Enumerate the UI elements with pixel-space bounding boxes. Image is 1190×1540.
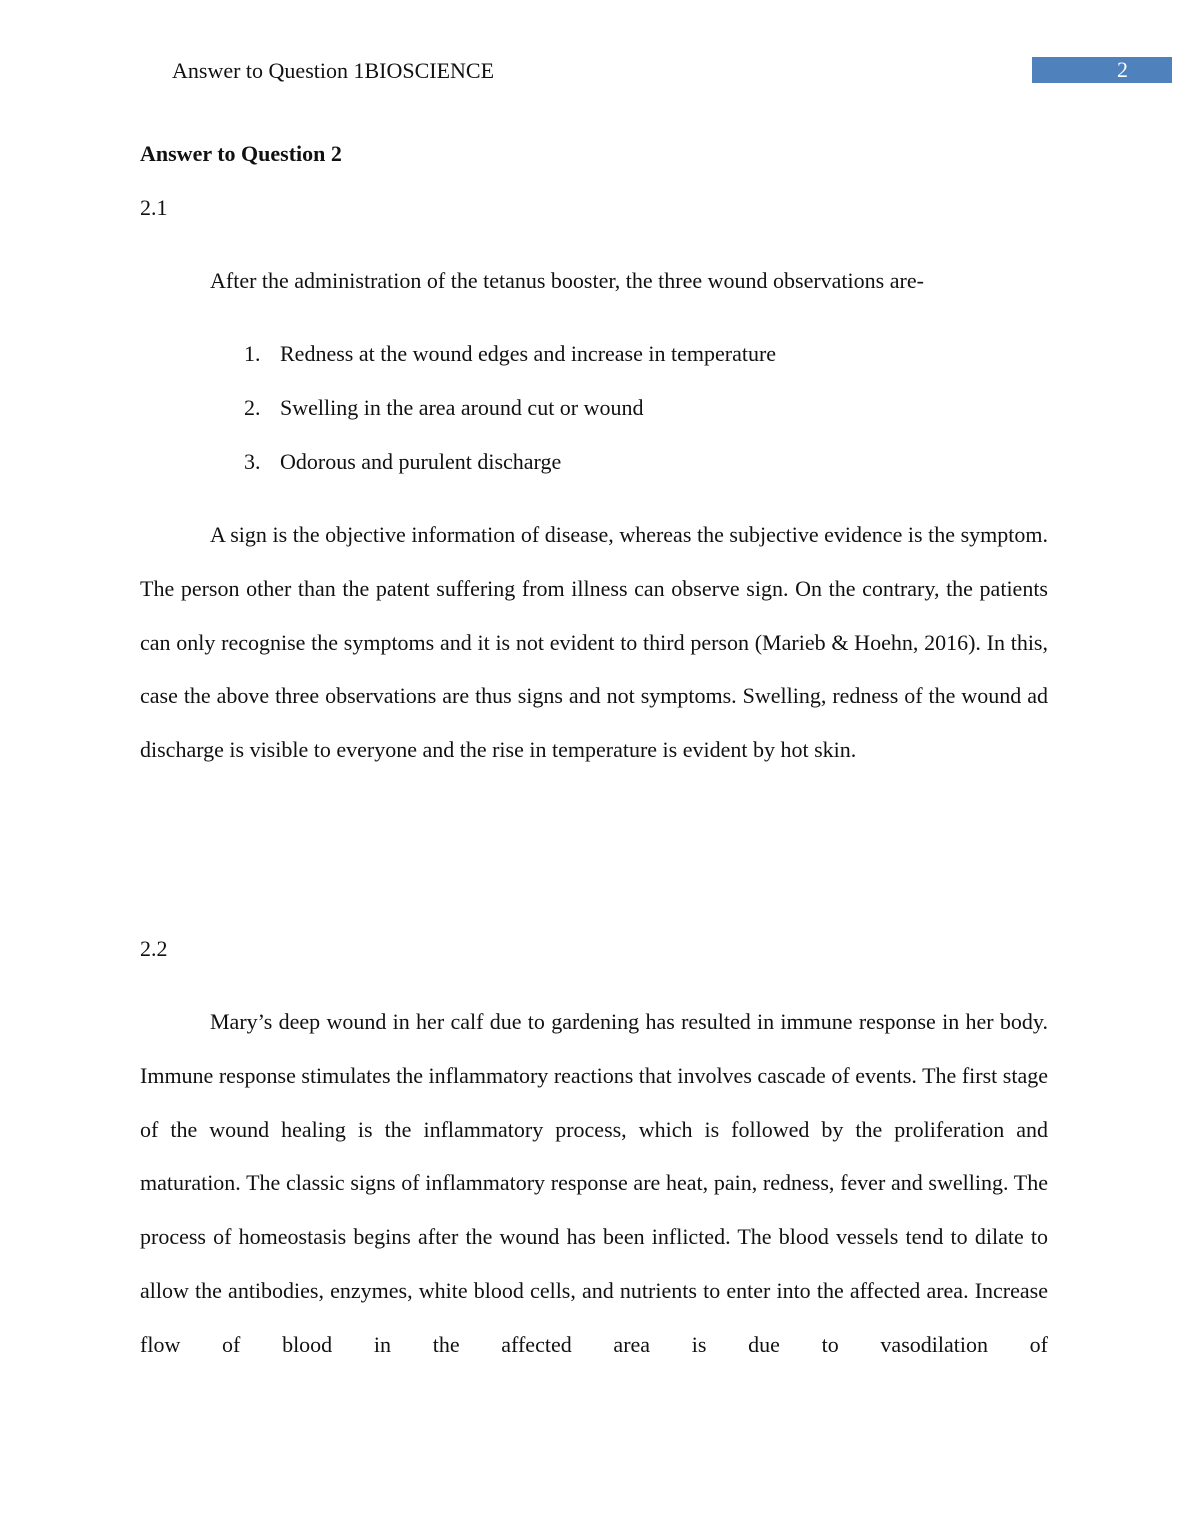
- list-text: Odorous and purulent discharge: [280, 449, 562, 474]
- section-heading: Answer to Question 2: [140, 141, 342, 166]
- running-header-title: Answer to Question 1BIOSCIENCE: [172, 58, 495, 83]
- subsection-label-2-1: 2.1: [140, 195, 168, 220]
- list-text: Swelling in the area around cut or wound: [280, 395, 644, 420]
- page-number: 2: [1117, 57, 1128, 82]
- list-text: Redness at the wound edges and increase in temperature: [280, 341, 777, 366]
- observations-intro: After the administration of the tetanus booster, the three wound observations are-: [210, 268, 924, 293]
- subsection-label-2-2: 2.2: [140, 936, 168, 961]
- observation-list-item: [244, 393, 644, 423]
- observation-list-item: [244, 339, 776, 369]
- list-number: 1.: [244, 341, 261, 366]
- list-number: 3.: [244, 449, 261, 474]
- page-number-bar: [1032, 57, 1172, 83]
- list-number: 2.: [244, 395, 261, 420]
- observation-list-item: [244, 447, 561, 477]
- signs-vs-symptoms-paragraph: A sign is the objective information of disease, whereas the subjective evidence is the symptom. The person other than the patent suffering from illness can observe sign. On the contrary, the patients can only recognise the symptoms and it is not evident to third person (Marieb & Hoehn, 2016). In this, case the above three observations are thus signs and not symptoms. Swelling, redness of the wound ad discharge is visible to everyone and the rise in temperature is evident by hot skin.: [140, 522, 1048, 763]
- immune-response-paragraph: Mary’s deep wound in her calf due to gardening has resulted in immune response in her body. Immune response stimulates the inflammatory reactions that involves cascade of events. The first stage of the wound healing is the inflammatory process, which is followed by the proliferation and maturation. The classic signs of inflammatory response are heat, pain, redness, fever and swelling. The process of homeostasis begins after the wound has been inflicted. The blood vessels tend to dilate to allow the antibodies, enzymes, white blood cells, and nutrients to enter into the affected area. Increase flow of blood in the affected area is due to vasodilation of: [140, 1009, 1048, 1357]
